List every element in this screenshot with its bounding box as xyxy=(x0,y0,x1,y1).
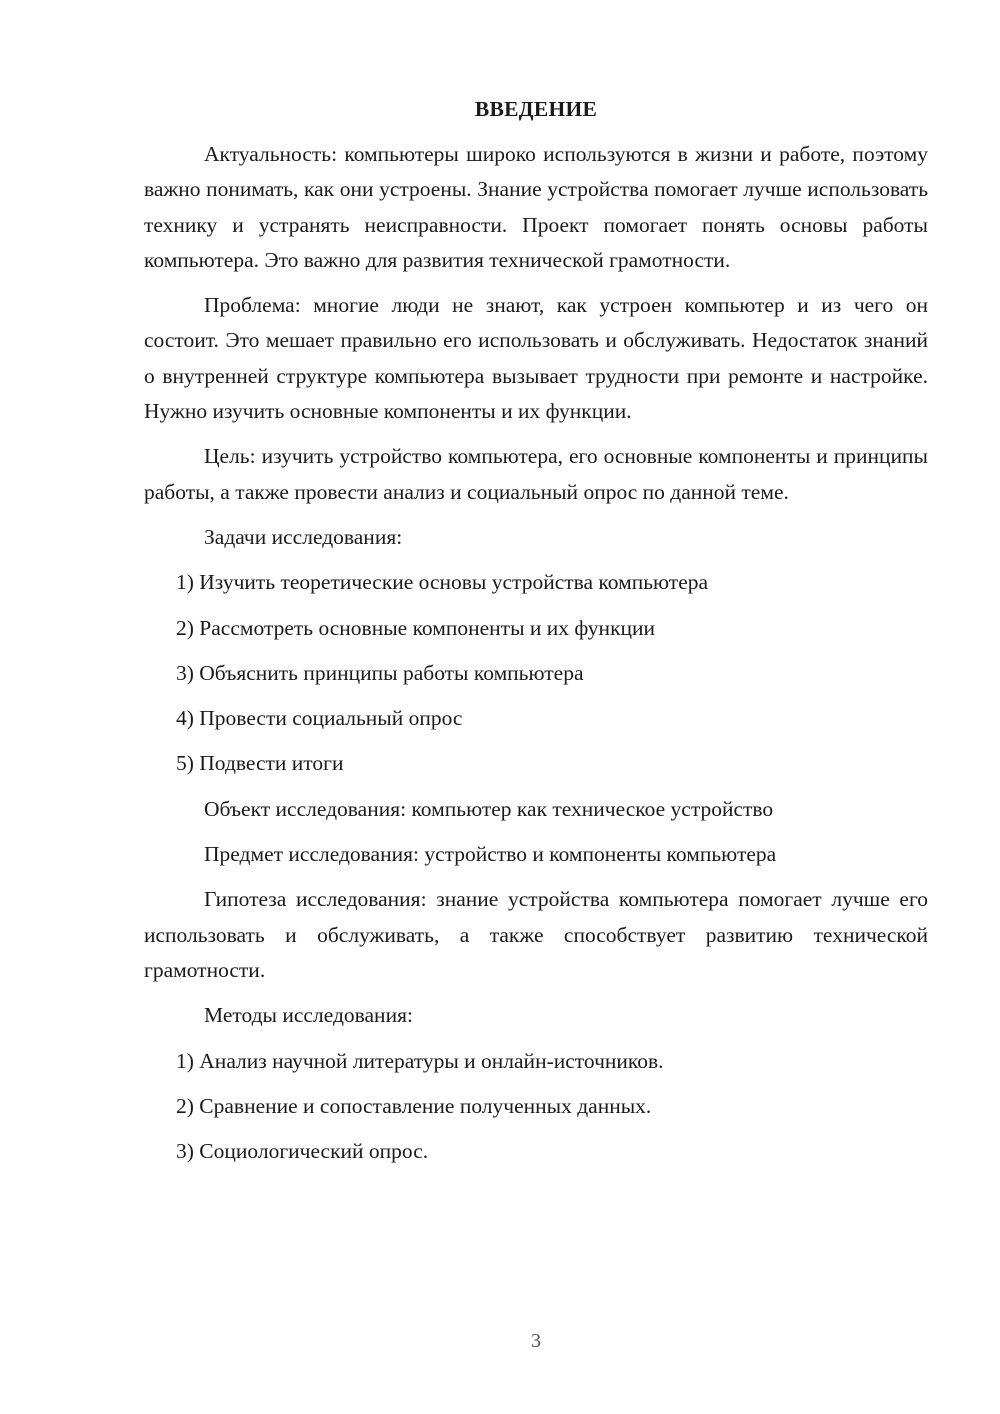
page-number: 3 xyxy=(531,1330,541,1352)
relevance-paragraph: Актуальность: компьютеры широко используются в жизни и работе, поэтому важно понимать, как они устроены. Знание устройства помогает лучше использовать технику и устранять неисправности. Проект помогает понять основы работы компьютера. Это важно для развития технической грамотности. xyxy=(144,142,928,272)
task-item: 3) Объяснить принципы работы компьютера xyxy=(176,660,584,685)
subject-line: Предмет исследования: устройство и компоненты компьютера xyxy=(204,842,777,867)
method-item: 2) Сравнение и сопоставление полученных данных. xyxy=(176,1093,652,1118)
object-line: Объект исследования: компьютер как техническое устройство xyxy=(204,796,774,821)
document-page xyxy=(144,92,928,1179)
hypothesis-paragraph: Гипотеза исследования: знание устройства компьютера помогает лучше его использовать и обслуживать, а также способствует развитию технической грамотности. xyxy=(144,887,928,982)
task-item: 2) Рассмотреть основные компоненты и их функции xyxy=(176,615,656,640)
problem-paragraph: Проблема: многие люди не знают, как устроен компьютер и из чего он состоит. Это мешает правильно его использовать и обслуживать. Недостаток знаний о внутренней структуре компьютера вызывает трудности при ремонте и настройке. Нужно изучить основные компоненты и их функции. xyxy=(144,293,928,424)
tasks-heading: Задачи исследования: xyxy=(204,524,403,549)
task-item: 4) Провести социальный опрос xyxy=(176,706,463,731)
method-item: 3) Социологический опрос. xyxy=(176,1139,429,1164)
goal-paragraph: Цель: изучить устройство компьютера, его основные компоненты и принципы работы, а также провести анализ и социальный опрос по данной теме. xyxy=(144,444,928,504)
method-item: 1) Анализ научной литературы и онлайн-источников. xyxy=(176,1048,664,1073)
page-title: ВВЕДЕНИЕ xyxy=(474,97,598,121)
task-item: 5) Подвести итоги xyxy=(176,751,344,776)
task-item: 1) Изучить теоретические основы устройства компьютера xyxy=(176,570,709,595)
methods-heading: Методы исследования: xyxy=(204,1003,413,1028)
